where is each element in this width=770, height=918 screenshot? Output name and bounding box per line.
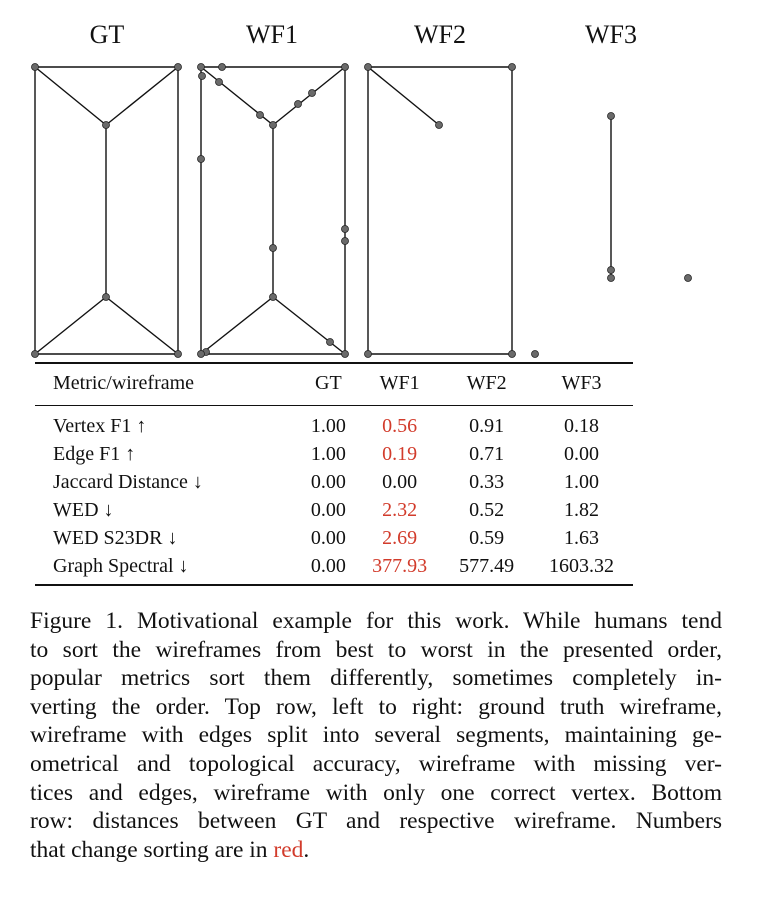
- table-row: [35, 552, 633, 585]
- value-wf2: 0.71: [469, 442, 505, 465]
- caption-text: that change sorting are in: [30, 836, 274, 863]
- value-gt: 0.00: [301, 552, 356, 585]
- value-wf2: 0.91: [469, 414, 505, 437]
- gt-edge: [106, 297, 178, 354]
- caption-line: Figure 1. Motivational example for this work. While humans tend: [30, 608, 722, 634]
- panel-title-gt: GT: [89, 20, 125, 49]
- wf1-vertex: [270, 122, 277, 129]
- value-wf1: 0.56: [382, 414, 418, 437]
- figure-caption: [30, 607, 722, 864]
- wf1-vertex: [219, 64, 226, 71]
- wf2-vertex: [436, 122, 443, 129]
- table-row: [35, 406, 633, 441]
- value-wf3: 1.63: [564, 526, 600, 549]
- wf2-vertex: [509, 351, 516, 358]
- wf1-vertex: [198, 351, 205, 358]
- wf2-edge: [368, 67, 439, 125]
- gt-vertex: [175, 64, 182, 71]
- value-wf2: 0.33: [469, 470, 505, 493]
- header-metric: Metric/wireframe: [35, 363, 301, 406]
- caption-line: wireframe with edges split into several segments, maintaining ge-: [30, 722, 722, 749]
- caption-period: .: [303, 836, 310, 863]
- caption-red-word: red: [273, 836, 304, 863]
- wf1-vertex: [309, 90, 316, 97]
- table-row: [35, 496, 633, 524]
- wf1-vertex: [198, 64, 205, 71]
- wf3-vertex: [685, 275, 692, 282]
- wf2-vertex: [532, 351, 539, 358]
- value-gt: 0.00: [310, 498, 346, 521]
- value-wf1: 0.19: [382, 442, 418, 465]
- table-row: [35, 468, 633, 496]
- caption-line: ometrical and topological accuracy, wireframe with missing ver-: [30, 750, 722, 777]
- wireframe-diagram: [0, 0, 770, 370]
- gt-edge: [35, 297, 106, 354]
- caption-line: verting the order. Top row, left to right: ground truth wireframe,: [30, 693, 722, 720]
- wireframe-gt: [32, 64, 182, 358]
- metric-name: Jaccard Distance ↓: [53, 470, 203, 493]
- value-wf3: 1.82: [564, 498, 600, 521]
- gt-edge: [35, 67, 106, 125]
- value-wf2: 577.49: [443, 552, 530, 585]
- wf1-vertex: [198, 156, 205, 163]
- wf1-vertex: [342, 351, 349, 358]
- wf1-vertex: [327, 339, 334, 346]
- wf1-vertex: [270, 294, 277, 301]
- gt-vertex: [32, 64, 39, 71]
- table-header-row: [35, 363, 633, 406]
- value-wf1: 377.93: [356, 552, 443, 585]
- wf2-vertex: [365, 351, 372, 358]
- wf1-vertex: [295, 101, 302, 108]
- metric-name: Graph Spectral ↓: [35, 552, 301, 585]
- wf1-vertex: [342, 226, 349, 233]
- value-wf1: 2.32: [382, 498, 418, 521]
- wf2-vertex: [365, 64, 372, 71]
- wf3-vertex: [608, 275, 615, 282]
- wireframe-wf3: [608, 113, 692, 282]
- gt-vertex: [103, 294, 110, 301]
- wf1-edge: [273, 297, 345, 354]
- value-wf1: 2.69: [382, 526, 418, 549]
- wf1-vertex: [216, 79, 223, 86]
- header-wf2: WF2: [443, 363, 530, 406]
- panel-title-wf2: WF2: [414, 20, 466, 49]
- wf1-vertex: [270, 245, 277, 252]
- gt-vertex: [32, 351, 39, 358]
- gt-vertex: [103, 122, 110, 129]
- wireframe-wf2: [365, 64, 539, 358]
- value-gt: 0.00: [310, 470, 346, 493]
- metric-name: WED S23DR ↓: [53, 526, 178, 549]
- header-wf3: WF3: [530, 363, 633, 406]
- value-wf3: 0.18: [564, 414, 600, 437]
- caption-line: row: distances between GT and respective wireframe. Numbers: [30, 808, 722, 835]
- value-wf1: 0.00: [382, 470, 418, 493]
- metric-name: WED ↓: [53, 498, 114, 521]
- header-wf1: WF1: [356, 363, 443, 406]
- table-row: [35, 524, 633, 552]
- value-gt: 1.00: [310, 414, 346, 437]
- panel-title-wf3: WF3: [585, 20, 637, 49]
- caption-last-line: [30, 836, 722, 865]
- value-wf2: 0.59: [469, 526, 505, 549]
- wf3-vertex: [608, 267, 615, 274]
- value-gt: 0.00: [310, 526, 346, 549]
- value-wf3: 1603.32: [530, 552, 633, 585]
- metric-name: Vertex F1 ↑: [53, 414, 147, 437]
- gt-vertex: [175, 351, 182, 358]
- value-wf2: 0.52: [469, 498, 505, 521]
- wf1-edge: [201, 297, 273, 354]
- wf1-vertex: [257, 112, 264, 119]
- wf1-vertex: [342, 238, 349, 245]
- metrics-table: [35, 362, 633, 586]
- wf1-edge: [273, 67, 345, 125]
- wf1-vertex: [342, 64, 349, 71]
- panel-title-wf1: WF1: [246, 20, 298, 49]
- metric-name: Edge F1 ↑: [53, 442, 136, 465]
- table-row: [35, 440, 633, 468]
- value-wf3: 1.00: [564, 470, 600, 493]
- caption-line: popular metrics sort them differently, sometimes completely in-: [30, 665, 722, 692]
- value-wf3: 0.00: [564, 442, 600, 465]
- caption-line: to sort the wireframes from best to worst in the presented order,: [30, 636, 722, 663]
- wf3-vertex: [608, 113, 615, 120]
- wf1-vertex: [199, 73, 206, 80]
- caption-line: tices and edges, wireframe with only one correct vertex. Bottom: [30, 779, 722, 806]
- wf2-vertex: [509, 64, 516, 71]
- header-gt: GT: [301, 363, 356, 406]
- gt-edge: [106, 67, 178, 125]
- value-gt: 1.00: [310, 442, 346, 465]
- wireframe-wf1: [198, 64, 349, 358]
